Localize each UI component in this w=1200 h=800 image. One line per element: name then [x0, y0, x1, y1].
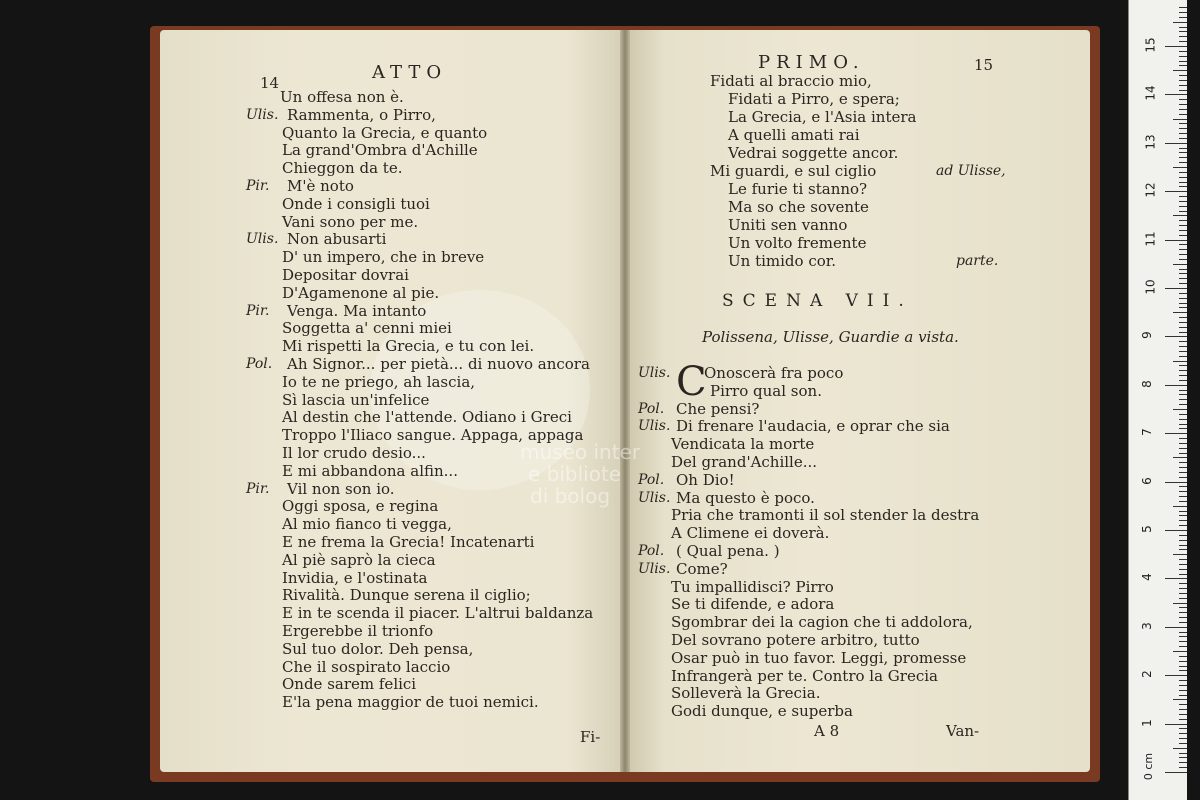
verse-line: ( Qual pena. ): [676, 542, 780, 560]
ruler-tick: [1179, 12, 1187, 13]
ruler-tick: [1179, 593, 1187, 594]
speaker-label: Ulis.: [638, 418, 671, 435]
ruler-tick: [1173, 409, 1187, 410]
ruler-tick: [1179, 162, 1187, 163]
ruler-tick: [1179, 399, 1187, 400]
ruler-number: 2: [1139, 670, 1154, 679]
ruler-tick: [1179, 211, 1187, 212]
ruler-tick: [1179, 186, 1187, 187]
verse-line: Fidati a Pirro, e spera;: [728, 90, 900, 108]
speaker-label: Ulis.: [246, 231, 279, 248]
ruler-tick: [1179, 225, 1187, 226]
ruler-tick: [1179, 152, 1187, 153]
ruler-tick: [1179, 646, 1187, 647]
ruler-tick: [1179, 327, 1187, 328]
speaker-label: Ulis.: [638, 489, 671, 506]
ruler-tick: [1173, 361, 1187, 362]
speaker-label: Pir.: [246, 302, 270, 319]
ruler-tick: [1179, 564, 1187, 565]
verse-line: Un volto fremente: [728, 234, 867, 252]
verse-line: Al piè saprò la cieca: [282, 550, 436, 569]
ruler-tick: [1179, 7, 1187, 8]
ruler-tick: [1179, 762, 1187, 763]
ruler-tick: [1165, 530, 1187, 531]
ruler-tick: [1179, 733, 1187, 734]
ruler-number: 11: [1143, 230, 1158, 247]
ruler-tick: [1179, 390, 1187, 391]
ruler-tick: [1179, 419, 1187, 420]
ruler-tick: [1179, 61, 1187, 62]
ruler-tick: [1179, 477, 1187, 478]
left-catchword: Fi-: [580, 728, 601, 746]
ruler-tick: [1179, 346, 1187, 347]
ruler-tick: [1179, 569, 1187, 570]
verse-line: Oggi sposa, e regina: [282, 497, 439, 516]
ruler-tick: [1179, 56, 1187, 57]
verse-line: A Climene ei doverà.: [671, 524, 830, 543]
ruler-number: 12: [1143, 182, 1158, 198]
ruler-tick: [1179, 448, 1187, 449]
ruler-tick: [1179, 757, 1187, 758]
ruler-tick: [1173, 167, 1187, 168]
ruler-tick: [1179, 206, 1187, 207]
ruler-number: 15: [1143, 37, 1158, 53]
ruler-tick: [1179, 728, 1187, 729]
ruler-number: 7: [1139, 428, 1154, 437]
verse-line: Che pensi?: [676, 399, 760, 418]
ruler-tick: [1179, 172, 1187, 173]
ruler-tick: [1179, 90, 1187, 91]
ruler-tick: [1179, 641, 1187, 642]
ruler-tick: [1179, 622, 1187, 623]
verse-line: E'la pena maggior de tuoi nemici.: [282, 693, 539, 712]
book-gutter: [620, 30, 630, 772]
ruler-tick: [1179, 220, 1187, 221]
ruler-tick: [1179, 549, 1187, 550]
verse-line: Uniti sen vanno: [728, 216, 848, 234]
right-catchword: Van-: [946, 722, 980, 740]
ruler-tick: [1179, 525, 1187, 526]
ruler-tick: [1173, 264, 1187, 265]
ruler-tick: [1179, 51, 1187, 52]
ruler-tick: [1179, 109, 1187, 110]
signature-mark: A 8: [814, 722, 840, 740]
ruler-tick: [1179, 462, 1187, 463]
speaker-label: Pol.: [638, 400, 665, 417]
ruler-tick: [1179, 394, 1187, 395]
ruler-tick: [1179, 501, 1187, 502]
ruler-number: 3: [1139, 621, 1154, 630]
ruler-tick: [1179, 278, 1187, 279]
verse-line: D'Agamenone al pie.: [282, 283, 440, 302]
ruler-tick: [1179, 177, 1187, 178]
verse-line: Tu impallidisci? Pirro: [671, 577, 834, 596]
ruler-tick: [1173, 651, 1187, 652]
ruler-tick: [1179, 148, 1187, 149]
ruler-tick: [1179, 196, 1187, 197]
ruler-unit: 0 cm: [1142, 752, 1156, 781]
ruler-tick: [1165, 46, 1187, 47]
verse-line: Venga. Ma intanto: [287, 301, 427, 320]
ruler-tick: [1165, 482, 1187, 483]
ruler-number: 14: [1143, 85, 1158, 102]
ruler-tick: [1179, 540, 1187, 541]
verse-line: Osar può in tuo favor. Leggi, promesse: [671, 648, 967, 667]
scene-heading: SCENA VII.: [722, 291, 913, 311]
ruler-tick: [1179, 128, 1187, 129]
ruler-tick: [1179, 424, 1187, 425]
ruler-tick: [1165, 240, 1187, 241]
verse-line: A quelli amati rai: [728, 126, 860, 144]
speaker-label: Pol.: [638, 471, 665, 488]
ruler-tick: [1179, 685, 1187, 686]
ruler-tick: [1173, 119, 1187, 120]
ruler-tick: [1173, 457, 1187, 458]
ruler-tick: [1179, 80, 1187, 81]
ruler-tick: [1179, 351, 1187, 352]
verse-line: Il lor crudo desio...: [282, 444, 426, 462]
ruler-tick: [1179, 583, 1187, 584]
verse-line: Vil non son io.: [287, 479, 395, 498]
ruler-number: 10: [1143, 279, 1158, 295]
ruler-tick: [1165, 724, 1187, 725]
ruler-number: 4: [1139, 573, 1154, 582]
verse-line: Ergerebbe il trionfo: [282, 622, 434, 640]
right-running-head: PRIMO.: [758, 52, 865, 73]
ruler-tick: [1179, 138, 1187, 139]
verse-line: Mi guardi, e sul ciglio: [710, 162, 877, 180]
verse-line: Che il sospirato laccio: [282, 657, 451, 676]
verse-line: Di frenare l'audacia, e oprar che sia: [676, 417, 950, 436]
verse-line: Sì lascia un'infelice: [282, 390, 430, 409]
ruler-tick: [1179, 157, 1187, 158]
ruler-tick: [1179, 574, 1187, 575]
ruler-tick: [1173, 215, 1187, 216]
ruler-tick: [1179, 341, 1187, 342]
left-page-number: 14: [260, 74, 280, 92]
ruler-tick: [1165, 94, 1187, 95]
ruler-tick: [1165, 578, 1187, 579]
ruler-tick: [1179, 375, 1187, 376]
verse-line: Oh Dio!: [676, 470, 735, 489]
ruler-tick: [1179, 709, 1187, 710]
verse-line: Sgombrar dei la cagion che ti addolora,: [671, 613, 973, 632]
ruler-tick: [1179, 259, 1187, 260]
ruler-tick: [1165, 627, 1187, 628]
verse-line: Soggetta a' cenni miei: [282, 319, 452, 338]
watermark-text: e bibliote: [528, 462, 622, 486]
ruler-tick: [1179, 17, 1187, 18]
ruler-tick: [1179, 244, 1187, 245]
ruler-number: 9: [1139, 331, 1154, 340]
speaker-label: Pir.: [246, 178, 270, 194]
ruler-tick: [1179, 520, 1187, 521]
ruler-tick: [1179, 695, 1187, 696]
verse-line: Pria che tramonti il sol stender la destra: [671, 506, 980, 525]
ruler-tick: [1179, 182, 1187, 183]
ruler-tick: [1179, 453, 1187, 454]
ruler-tick: [1179, 235, 1187, 236]
speaker-label: Pol.: [638, 543, 665, 559]
verse-line: Solleverà la Grecia.: [671, 684, 821, 703]
ruler-number: 6: [1139, 476, 1154, 485]
ruler-tick: [1179, 332, 1187, 333]
ruler-tick: [1173, 748, 1187, 749]
ruler-tick: [1179, 753, 1187, 754]
ruler-tick: [1179, 123, 1187, 124]
speaker-label: Ulis.: [246, 106, 279, 123]
ruler-tick: [1165, 675, 1187, 676]
verse-line: Un offesa non è.: [280, 88, 404, 106]
right-page-number: 15: [974, 56, 994, 74]
verse-line: Al mio fianco ti vegga,: [282, 515, 452, 534]
verse-line: E ne frema la Grecia! Incatenarti: [282, 533, 535, 551]
speaker-label: Pir.: [246, 480, 270, 497]
ruler-tick: [1179, 680, 1187, 681]
ruler-tick: [1165, 772, 1187, 773]
ruler-tick: [1165, 143, 1187, 144]
ruler-tick: [1179, 114, 1187, 115]
verse-line: Al destin che l'attende. Odiano i Greci: [282, 408, 572, 427]
ruler-tick: [1179, 404, 1187, 405]
ruler-tick: [1179, 283, 1187, 284]
verse-line: Un timido cor.: [728, 252, 837, 270]
stage-direction: parte.: [956, 253, 999, 269]
verse-line: Ah Signor... per pietà... di nuovo ancora: [287, 355, 590, 373]
left-running-head: ATTO: [372, 62, 448, 83]
verse-line: Vendicata la morte: [671, 435, 815, 454]
verse-line: E mi abbandona alfin...: [282, 461, 458, 480]
ruler-tick: [1179, 201, 1187, 202]
ruler-tick: [1179, 612, 1187, 613]
ruler-tick: [1179, 365, 1187, 366]
drop-cap: C: [676, 359, 707, 405]
ruler-tick: [1173, 22, 1187, 23]
ruler-tick: [1179, 36, 1187, 37]
verse-line: Del sovrano potere arbitro, tutto: [671, 631, 920, 649]
ruler-tick: [1165, 433, 1187, 434]
verse-line: Chieggon da te.: [282, 159, 403, 178]
ruler-tick: [1179, 414, 1187, 415]
verse-line: Rivalità. Dunque serena il ciglio;: [282, 586, 531, 605]
ruler-tick: [1173, 506, 1187, 507]
scene-characters: Polissena, Ulisse, Guardie a vista.: [702, 328, 959, 346]
ruler-tick: [1165, 385, 1187, 386]
ruler-tick: [1179, 307, 1187, 308]
ruler-tick: [1179, 356, 1187, 357]
ruler-tick: [1179, 467, 1187, 468]
verse-line: Io te ne priego, ah lascia,: [282, 372, 476, 391]
ruler-number: 8: [1139, 379, 1154, 388]
ruler-tick: [1179, 511, 1187, 512]
verse-line: Vani sono per me.: [282, 212, 419, 231]
ruler-tick: [1179, 443, 1187, 444]
ruler-tick: [1179, 496, 1187, 497]
verse-line: Se ti difende, e adora: [671, 595, 835, 614]
ruler-tick: [1179, 491, 1187, 492]
ruler-tick: [1179, 317, 1187, 318]
verse-line: Come?: [676, 559, 728, 578]
ruler-tick: [1179, 636, 1187, 637]
verse-line: Quanto la Grecia, e quanto: [282, 123, 488, 142]
ruler-tick: [1179, 690, 1187, 691]
ruler-tick: [1179, 133, 1187, 134]
ruler-tick: [1179, 767, 1187, 768]
verse-line: Le furie ti stanno?: [728, 180, 868, 198]
verse-line: Infrangerà per te. Contro la Grecia: [671, 666, 938, 685]
verse-line: Vedrai soggette ancor.: [728, 144, 899, 162]
ruler-tick: [1179, 293, 1187, 294]
verse-line: Mi rispetti la Grecia, e tu con lei.: [282, 337, 535, 356]
speaker-label: Pol.: [246, 356, 273, 372]
ruler-tick: [1173, 312, 1187, 313]
ruler-tick: [1179, 249, 1187, 250]
verse-line: Fidati al braccio mio,: [710, 72, 872, 90]
ruler-tick: [1173, 70, 1187, 71]
verse-line: Pirro qual son.: [710, 381, 822, 400]
ruler-tick: [1179, 428, 1187, 429]
speaker-label: Ulis.: [638, 365, 671, 381]
verse-line: Onoscerà fra poco: [704, 364, 844, 382]
ruler-tick: [1179, 559, 1187, 560]
ruler-tick: [1179, 65, 1187, 66]
ruler-tick: [1179, 617, 1187, 618]
ruler-tick: [1179, 273, 1187, 274]
verse-line: Invidia, e l'ostinata: [282, 568, 428, 587]
ruler-tick: [1173, 603, 1187, 604]
verse-line: Troppo l'Iliaco sangue. Appaga, appaga: [282, 426, 584, 445]
ruler-tick: [1179, 322, 1187, 323]
ruler-tick: [1179, 85, 1187, 86]
ruler-tick: [1179, 31, 1187, 32]
ruler-tick: [1179, 269, 1187, 270]
verse-line: D' un impero, che in breve: [282, 248, 485, 267]
ruler-tick: [1179, 632, 1187, 633]
ruler-tick: [1179, 75, 1187, 76]
ruler-tick: [1179, 588, 1187, 589]
verse-line: M'è noto: [287, 177, 354, 195]
ruler-tick: [1179, 104, 1187, 105]
verse-line: Rammenta, o Pirro,: [287, 105, 436, 124]
ruler-tick: [1165, 288, 1187, 289]
ruler-tick: [1179, 666, 1187, 667]
ruler-tick: [1179, 99, 1187, 100]
ruler-tick: [1179, 738, 1187, 739]
verse-line: Godi dunque, e superba: [671, 702, 853, 721]
ruler-tick: [1179, 743, 1187, 744]
ruler-tick: [1179, 380, 1187, 381]
watermark-text: museo inter: [520, 440, 641, 464]
ruler-tick: [1173, 554, 1187, 555]
ruler-number: 5: [1139, 525, 1154, 533]
ruler-tick: [1179, 607, 1187, 608]
verse-line: Depositar dovrai: [282, 266, 409, 284]
verse-line: La Grecia, e l'Asia intera: [728, 108, 917, 126]
ruler-tick: [1179, 298, 1187, 299]
ruler-tick: [1179, 438, 1187, 439]
ruler-tick: [1179, 486, 1187, 487]
verse-line: E in te scenda il piacer. L'altrui baldanza: [282, 604, 594, 623]
ruler-tick: [1179, 661, 1187, 662]
ruler-tick: [1179, 545, 1187, 546]
ruler-tick: [1179, 714, 1187, 715]
ruler-number: 1: [1139, 718, 1154, 727]
ruler-tick: [1179, 598, 1187, 599]
speaker-label: Ulis.: [638, 560, 671, 577]
ruler-tick: [1173, 699, 1187, 700]
stage-direction: ad Ulisse,: [936, 163, 1006, 179]
ruler-tick: [1165, 336, 1187, 337]
ruler-tick: [1179, 27, 1187, 28]
ruler-tick: [1179, 370, 1187, 371]
watermark-text: di bolog: [530, 484, 611, 508]
measurement-ruler: [1128, 0, 1187, 800]
ruler-tick: [1179, 719, 1187, 720]
ruler-tick: [1179, 704, 1187, 705]
verse-line: Ma questo è poco.: [676, 488, 815, 507]
verse-line: Del grand'Achille...: [671, 453, 818, 471]
ruler-tick: [1179, 41, 1187, 42]
ruler-number: 13: [1143, 134, 1158, 150]
ruler-tick: [1179, 303, 1187, 304]
ruler-tick: [1179, 670, 1187, 671]
ruler-tick: [1179, 472, 1187, 473]
verse-line: Onde i consigli tuoi: [282, 194, 430, 213]
verse-line: La grand'Ombra d'Achille: [282, 141, 478, 160]
verse-line: Sul tuo dolor. Deh pensa,: [282, 639, 474, 658]
ruler-tick: [1179, 535, 1187, 536]
ruler-tick: [1179, 230, 1187, 231]
ruler-tick: [1179, 254, 1187, 255]
ruler-tick: [1165, 191, 1187, 192]
ruler-tick: [1179, 656, 1187, 657]
verse-line: Ma so che sovente: [728, 198, 869, 216]
ruler-tick: [1179, 515, 1187, 516]
verse-line: Non abusarti: [287, 230, 387, 249]
verse-line: Onde sarem felici: [282, 675, 417, 694]
